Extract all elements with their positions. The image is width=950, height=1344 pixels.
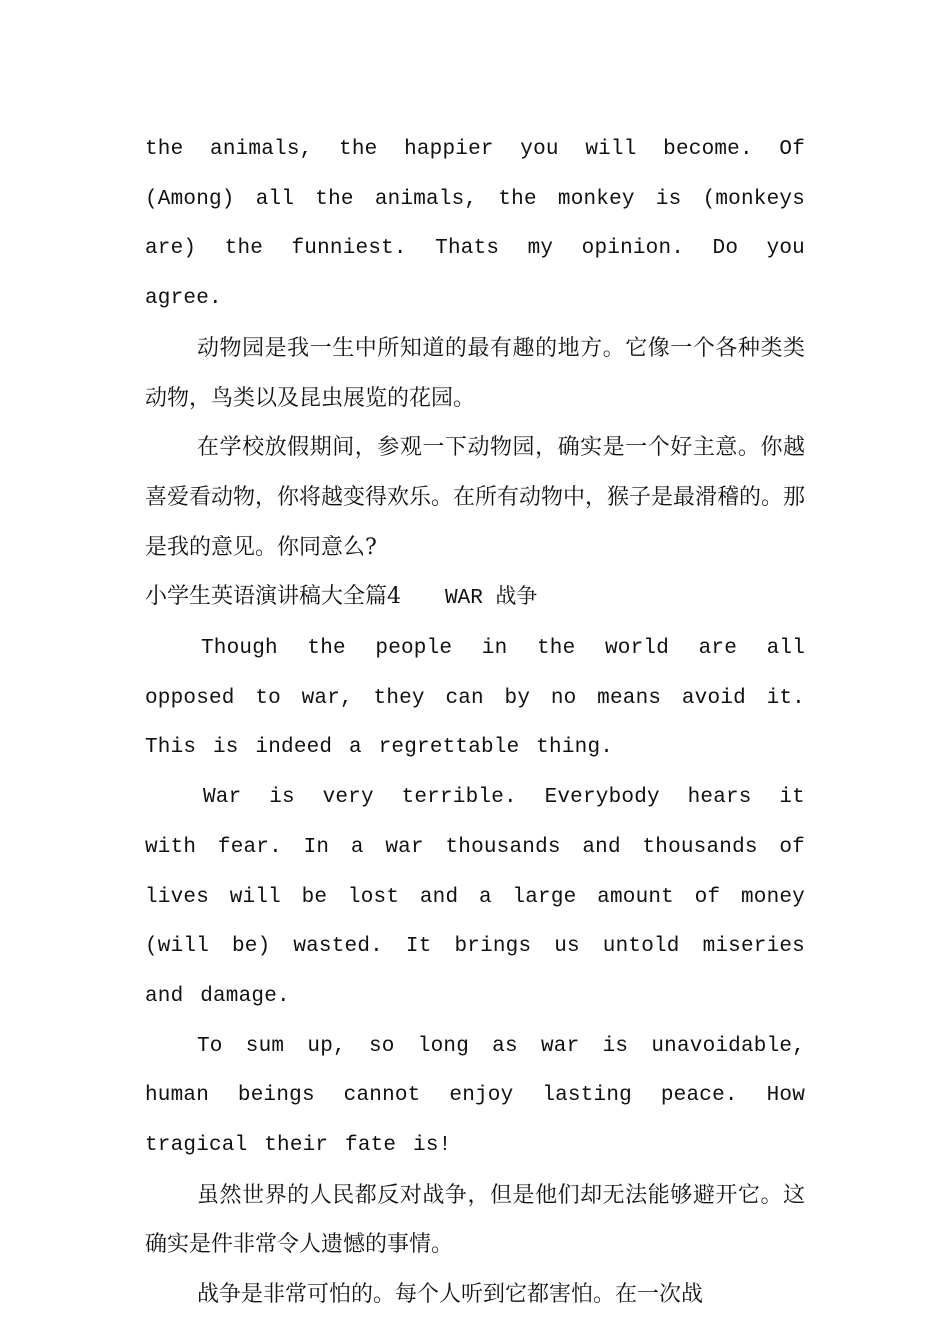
paragraph-war-intro-chinese: 虽然世界的人民都反对战争，但是他们却无法能够避开它。这确实是件非常令人遗憾的事情。 (145, 1182, 805, 1258)
section-heading (145, 572, 805, 624)
paragraph-animals-english: the animals, the happier you will become. Of (Among) all the animals, the monkey is (monkeys are) the funniest. Thats my opinion. Do you agree. (145, 138, 805, 311)
paragraph-war-terrible-chinese: 战争是非常可怕的。每个人听到它都害怕。在一次战 (197, 1282, 704, 1308)
paragraph-holiday-chinese: 在学校放假期间，参观一下动物园，确实是一个好主意。你越喜爱看动物，你将越变得欢乐。在所有动物中，猴子是最滑稽的。那是我的意见。你同意么? (145, 435, 806, 560)
paragraph-zoo-chinese: 动物园是我一生中所知道的最有趣的地方。它像一个各种类类动物，鸟类以及昆虫展览的花园。 (145, 335, 805, 411)
paragraph-war-conclusion-english: To sum up, so long as war is unavoidable, human beings cannot enjoy lasting peace. How tragical their fate is! (145, 1034, 805, 1158)
section-subtitle: WAR 战争 (445, 587, 538, 611)
section-title: 小学生英语演讲稿大全篇4 (145, 584, 401, 610)
paragraph-war-terrible-english: War is very terrible. Everybody hears it with fear. In a war thousands and thousands of lives will be lost and a large amount of money (will be) wasted. It brings us untold miseries and damage. (145, 786, 805, 1008)
paragraph-war-intro-english: Though the people in the world are all opposed to war, they can by no means avoid it. This is indeed a regrettable thing. (145, 637, 805, 760)
document-page (145, 125, 805, 1320)
